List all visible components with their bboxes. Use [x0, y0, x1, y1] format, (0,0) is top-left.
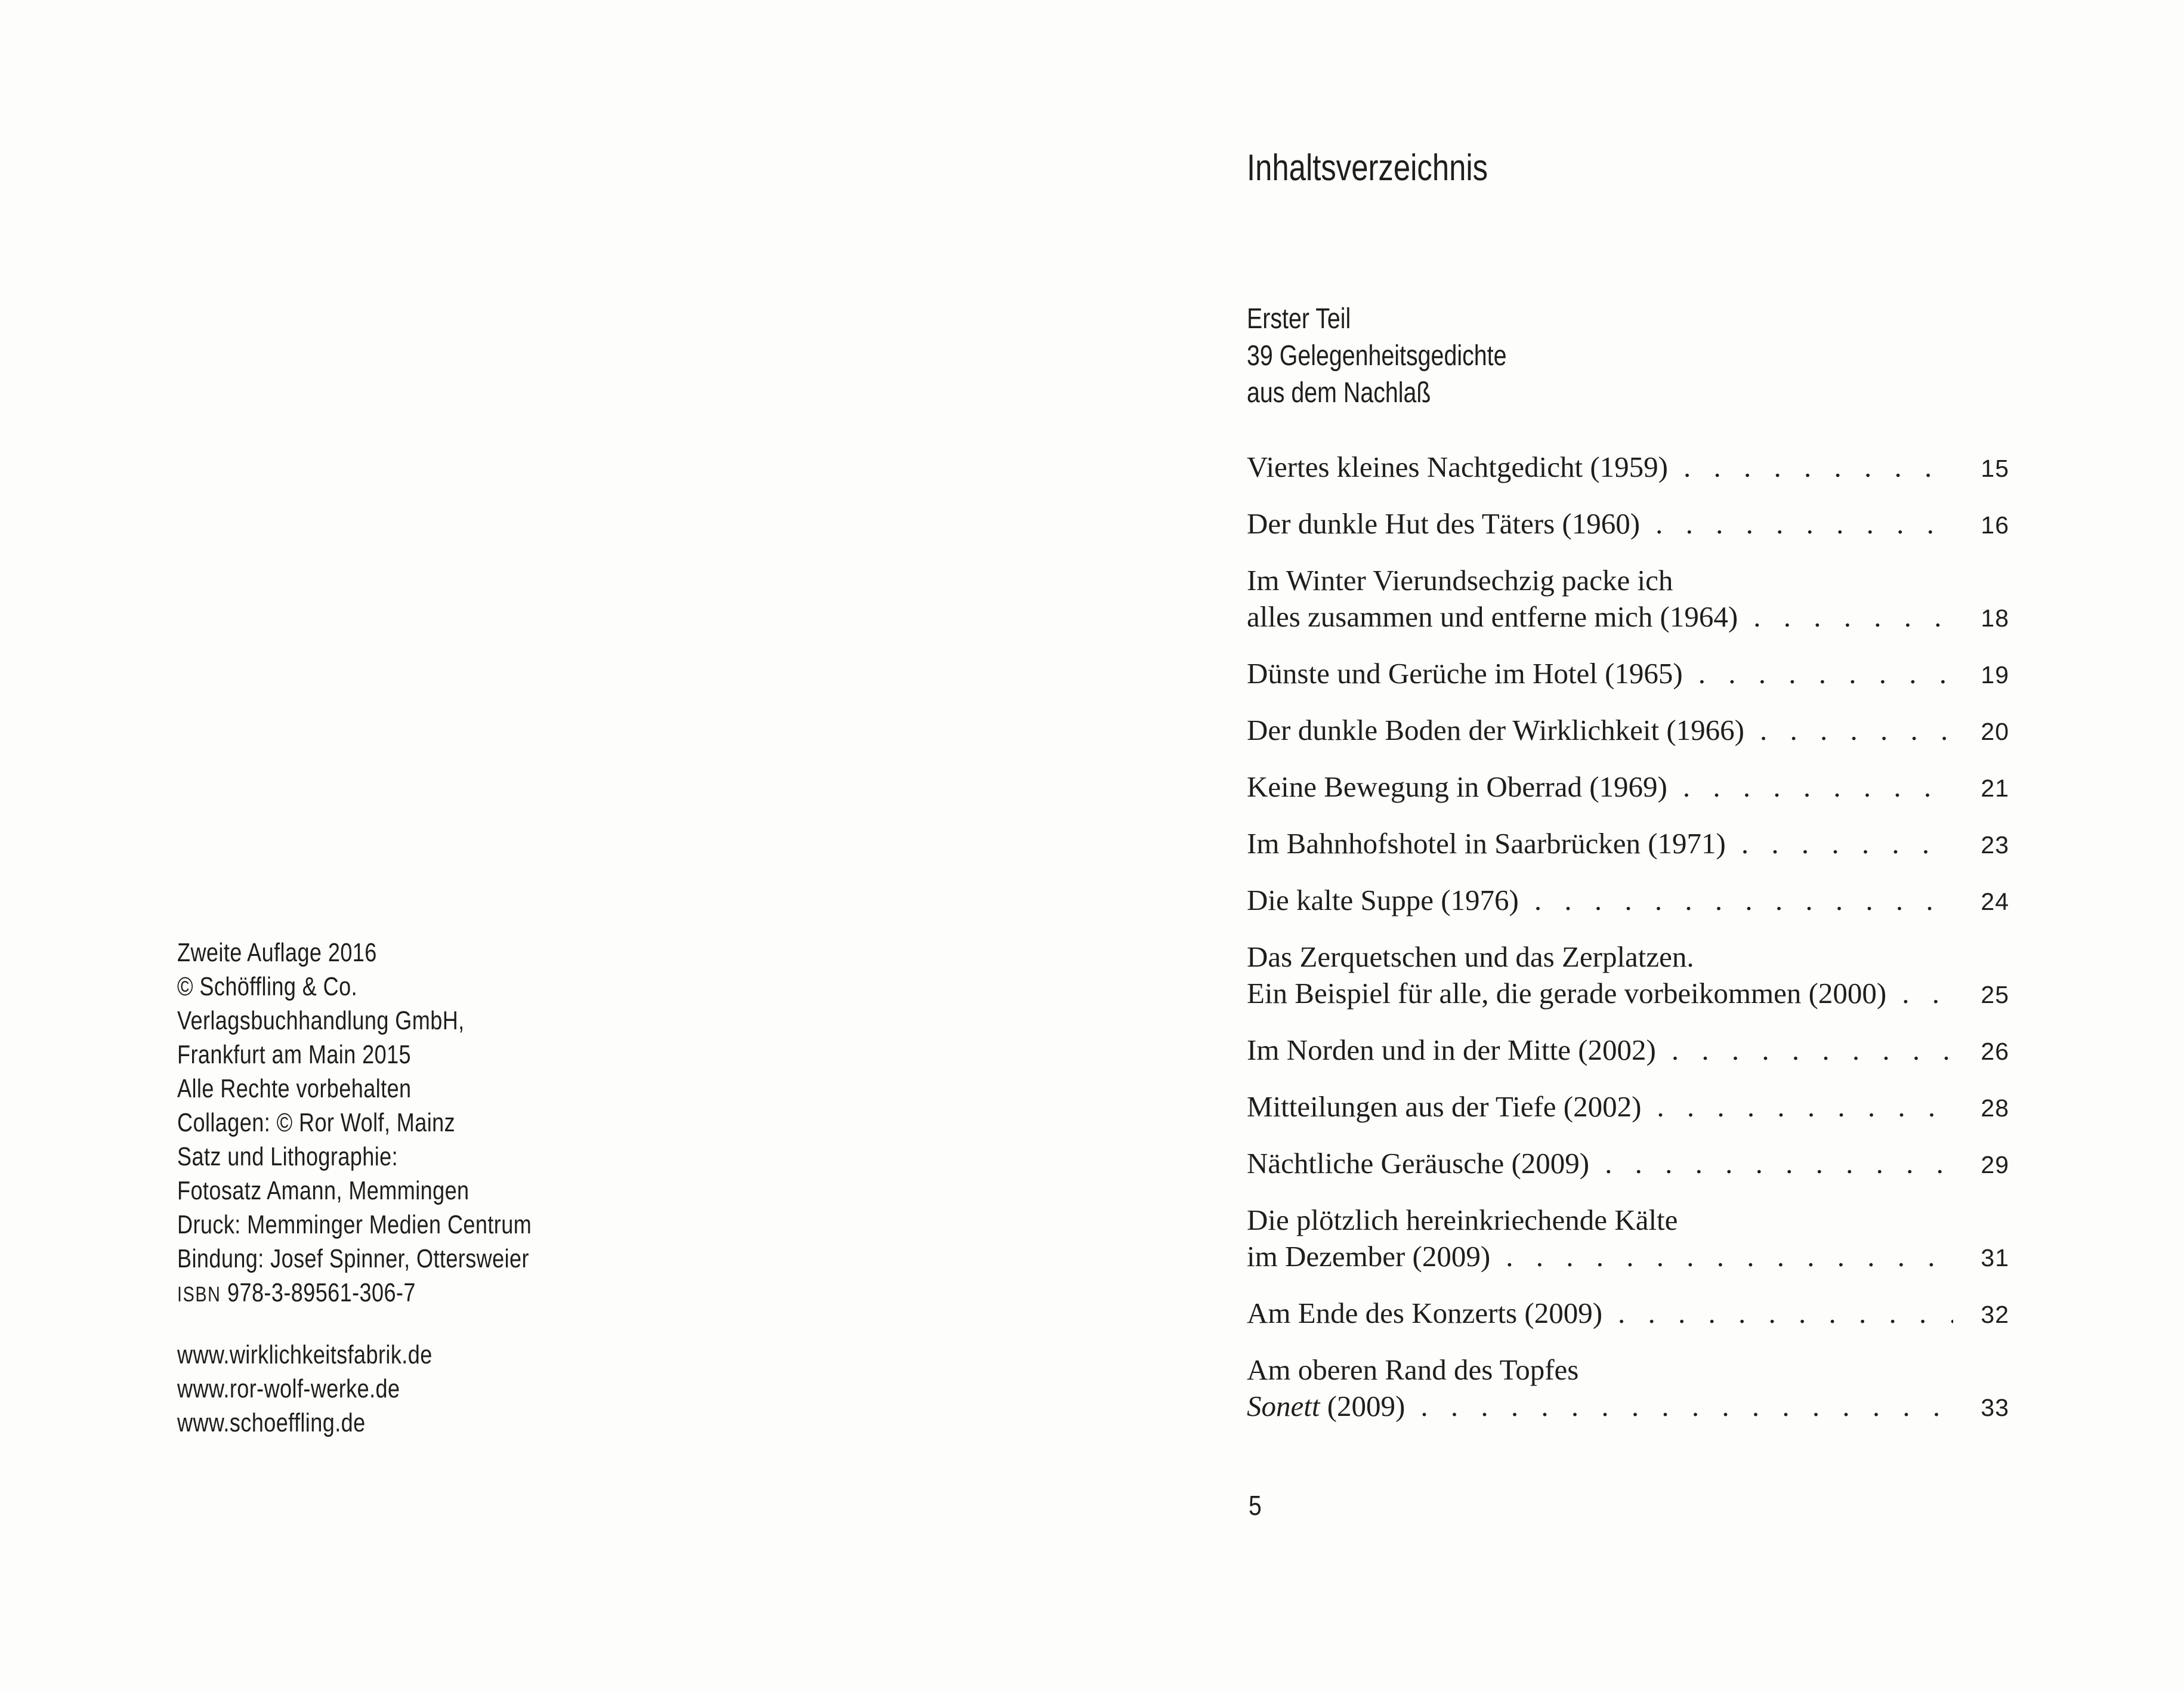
toc-entry-title	[1247, 562, 1673, 598]
toc-line	[1247, 1238, 2009, 1276]
part-heading	[1247, 301, 1506, 412]
isbn-label: ISBN	[177, 1283, 221, 1306]
toc-line	[1247, 449, 2009, 487]
toc-line	[1247, 975, 2009, 1013]
toc-title-text: Der dunkle Hut des Täters (1960)	[1247, 507, 1641, 540]
toc-entry	[1247, 1088, 2009, 1127]
website-line: www.wirklichkeitsfabrik.de	[177, 1340, 433, 1369]
imprint-line: Fotosatz Amann, Memmingen	[177, 1176, 469, 1205]
dot-leader	[1534, 882, 1954, 918]
toc-entry	[1247, 449, 2009, 487]
website-line: www.ror-wolf-werke.de	[177, 1374, 400, 1403]
dot-leader	[1698, 655, 1954, 692]
imprint-line: © Schöffling & Co.	[177, 972, 358, 1001]
toc-entry	[1247, 1145, 2009, 1183]
toc-title-text: Dünste und Gerüche im Hotel (1965)	[1247, 657, 1683, 690]
toc-line	[1247, 598, 2009, 637]
dot-leader	[1760, 712, 1953, 748]
toc-title-text: Am Ende des Konzerts (2009)	[1247, 1297, 1603, 1329]
website-line: www.schoeffling.de	[177, 1408, 366, 1437]
toc-page-number: 24	[1981, 888, 2009, 915]
toc-list	[1247, 449, 2009, 1445]
toc-title-text: Ein Beispiel für alle, die gerade vorbeikommen (2000)	[1247, 977, 1887, 1010]
toc-line	[1247, 769, 2009, 807]
toc-page-number: 23	[1981, 831, 2009, 859]
toc-title-text: Der dunkle Boden der Wirklichkeit (1966)	[1247, 714, 1744, 746]
toc-page-number: 15	[1981, 455, 2009, 482]
dot-leader	[1753, 598, 1953, 635]
imprint-line: Alle Rechte vorbehalten	[177, 1074, 412, 1103]
toc-title-text: Im Bahnhofshotel in Saarbrücken (1971)	[1247, 827, 1726, 860]
toc-line	[1247, 1032, 2009, 1070]
toc-entry	[1247, 939, 2009, 1013]
toc-line	[1247, 562, 2009, 598]
toc-line	[1247, 655, 2009, 693]
toc-page-number: 18	[1981, 604, 2009, 632]
dot-leader	[1683, 769, 1954, 805]
toc-title-text: Die kalte Suppe (1976)	[1247, 884, 1519, 917]
toc-entry-title	[1247, 975, 1886, 1011]
toc-entry-title	[1247, 505, 1640, 542]
dot-leader	[1420, 1388, 1953, 1424]
toc-page-number: 16	[1981, 511, 2009, 539]
toc-title-text: Nächtliche Geräusche (2009)	[1247, 1147, 1590, 1180]
imprint-line: Verlagsbuchhandlung GmbH,	[177, 1006, 465, 1035]
toc-page-number: 20	[1981, 718, 2009, 745]
toc-title-text: Mitteilungen aus der Tiefe (2002)	[1247, 1090, 1642, 1123]
toc-entry-title	[1247, 769, 1667, 805]
toc-page-number: 31	[1981, 1244, 2009, 1272]
toc-entry-title	[1247, 1351, 1578, 1388]
toc-line	[1247, 1351, 2009, 1388]
imprint-line: Collagen: © Ror Wolf, Mainz	[177, 1108, 456, 1137]
part-heading-line: Erster Teil	[1247, 303, 1351, 335]
part-heading-line: aus dem Nachlaß	[1247, 377, 1431, 409]
toc-entry	[1247, 1032, 2009, 1070]
toc-entry	[1247, 882, 2009, 920]
toc-entry	[1247, 825, 2009, 863]
toc-page-number: 19	[1981, 661, 2009, 689]
toc-entry-title	[1247, 712, 1744, 748]
website-lines	[177, 1338, 532, 1440]
imprint-lines	[177, 936, 532, 1276]
imprint-line: Satz und Lithographie:	[177, 1142, 399, 1171]
toc-line	[1247, 882, 2009, 920]
toc-page-number: 21	[1981, 774, 2009, 802]
isbn-line	[177, 1276, 532, 1310]
toc-title-text: im Dezember (2009)	[1247, 1240, 1491, 1273]
dot-leader	[1657, 1088, 1953, 1125]
toc-page-number: 32	[1981, 1301, 2009, 1328]
toc-entry-title	[1247, 939, 1694, 975]
toc-line	[1247, 825, 2009, 863]
dot-leader	[1672, 1032, 1954, 1068]
toc-entry-title	[1247, 825, 1726, 862]
toc-page-number: 28	[1981, 1094, 2009, 1122]
toc-line	[1247, 1088, 2009, 1127]
toc-entry	[1247, 1351, 2009, 1426]
toc-entry-title	[1247, 598, 1738, 635]
part-heading-line: 39 Gelegenheitsgedichte	[1247, 340, 1507, 372]
toc-entry	[1247, 505, 2009, 544]
dot-leader	[1618, 1295, 1953, 1331]
imprint-line: Zweite Auflage 2016	[177, 938, 377, 967]
toc-entry	[1247, 655, 2009, 693]
toc-line	[1247, 505, 2009, 544]
toc-title-text: (2009)	[1320, 1390, 1405, 1422]
toc-title-text: Sonett	[1247, 1390, 1320, 1422]
toc-entry-title	[1247, 449, 1668, 485]
toc-page-number: 33	[1981, 1394, 2009, 1421]
toc-line	[1247, 1388, 2009, 1426]
toc-entry-title	[1247, 1032, 1656, 1068]
folio-page-number: 5	[1249, 1490, 1262, 1521]
dot-leader	[1655, 505, 1953, 542]
toc-entry-title	[1247, 1202, 1678, 1238]
toc-line	[1247, 1145, 2009, 1183]
imprint-gap	[177, 1310, 532, 1338]
toc-title-text: Das Zerquetschen und das Zerplatzen.	[1247, 940, 1694, 973]
toc-entry-title	[1247, 1295, 1602, 1331]
page-title: Inhaltsverzeichnis	[1247, 147, 1488, 189]
toc-line	[1247, 712, 2009, 750]
toc-entry	[1247, 769, 2009, 807]
toc-title-text: Am oberen Rand des Topfes	[1247, 1353, 1579, 1386]
toc-title-text: Die plötzlich hereinkriechende Kälte	[1247, 1204, 1678, 1236]
toc-entry-title	[1247, 1388, 1405, 1424]
toc-title-text: Im Norden und in der Mitte (2002)	[1247, 1033, 1656, 1066]
toc-entry	[1247, 562, 2009, 637]
toc-title-text: alles zusammen und entferne mich (1964)	[1247, 600, 1738, 633]
toc-line	[1247, 939, 2009, 975]
dot-leader	[1902, 975, 1953, 1011]
toc-entry-title	[1247, 1238, 1490, 1275]
toc-page-number: 29	[1981, 1151, 2009, 1178]
toc-title-text: Viertes kleines Nachtgedicht (1959)	[1247, 450, 1668, 483]
toc-entry-title	[1247, 1145, 1589, 1181]
imprint-line: Frankfurt am Main 2015	[177, 1040, 412, 1069]
toc-entry-title	[1247, 882, 1519, 918]
toc-page-number: 25	[1981, 981, 2009, 1008]
imprint-block	[177, 936, 532, 1440]
dot-leader	[1605, 1145, 1953, 1181]
dot-leader	[1506, 1238, 1953, 1275]
imprint-line: Druck: Memminger Medien Centrum	[177, 1210, 532, 1239]
toc-entry	[1247, 1295, 2009, 1333]
isbn-value: 978-3-89561-306-7	[227, 1278, 416, 1307]
toc-page-number: 26	[1981, 1038, 2009, 1065]
dot-leader	[1683, 449, 1953, 485]
dot-leader	[1741, 825, 1954, 862]
toc-entry	[1247, 712, 2009, 750]
toc-line	[1247, 1295, 2009, 1333]
toc-title-text: Keine Bewegung in Oberrad (1969)	[1247, 770, 1667, 803]
toc-line	[1247, 1202, 2009, 1238]
toc-entry-title	[1247, 1088, 1641, 1125]
imprint-line: Bindung: Josef Spinner, Ottersweier	[177, 1244, 529, 1273]
toc-entry-title	[1247, 655, 1683, 692]
toc-entry	[1247, 1202, 2009, 1276]
toc-title-text: Im Winter Vierundsechzig packe ich	[1247, 564, 1673, 597]
